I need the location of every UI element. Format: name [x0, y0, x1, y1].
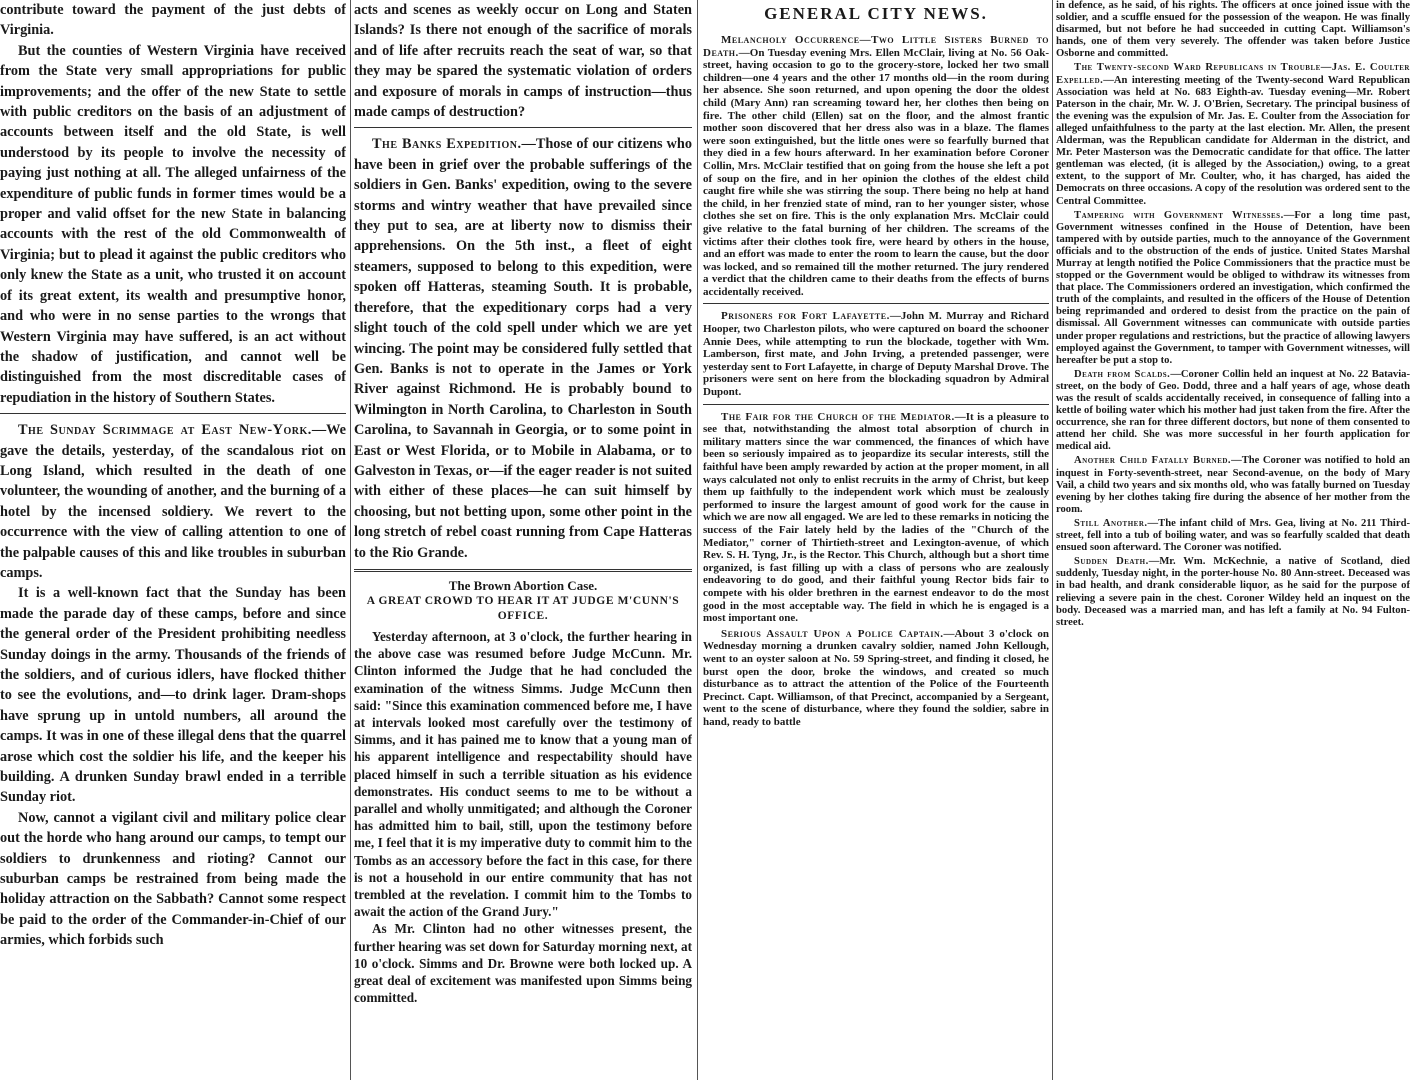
paragraph: Yesterday afternoon, at 3 o'clock, the further hearing in the above case was resumed before Judge McCunn. Mr. Clinton informed the Judge that he had concluded the examination of the witness Simms. Judge McCunn then said: "Since this examination commenced before me, I have at intervals looked most carefully over the testimony of Simms, and it has pained me to know that a young man of his apparent intelligence and respectability should have placed himself in such a terrible situation as his evidence demonstrates. His conduct seems to me to be without a parallel and wholly unmitigated; and although the Coroner has admitted him to bail, still, upon the testimony before me, I feel that it is my imperative duty to commit him to the Tombs as an accessory before the fact in this case, for there is not a household in our entire community that has not trembled at the revelation. I commit him to the Tombs to await the action of the Grand Jury."	[354, 628, 692, 920]
column-1	[0, 0, 346, 951]
article-virginia	[0, 0, 346, 408]
article-sunday-scrimmage	[0, 420, 346, 951]
section-divider	[354, 569, 692, 572]
article-government-witnesses	[1056, 210, 1410, 367]
paragraph: Now, cannot a vigilant civil and military police clear out the horde who hang around our camps, to tempt our soldiers to drunkenness and rioting? Cannot our suburban camps be restrained from being made the holiday attraction on the Sabbath? Cannot some respect be paid to the order of the Commander-in-Chief of our armies, which forbids such	[0, 809, 346, 949]
article-title: The Twenty-second Ward Republicans in Trouble—Jas. E. Coulter Expelled.	[1056, 62, 1410, 86]
article-church-fair	[703, 411, 1049, 625]
article-police-continued	[1056, 0, 1410, 60]
paragraph: in defence, as he said, of his rights. The officers at once joined issue with the soldier, and a scuffle ensued for the possession of the weapon. He was finally disarmed, but not before he had succeeded in cutting Capt. Williamson's hands, one of them very severely. The offender was taken before Justice Osborne and committed.	[1056, 0, 1410, 60]
column-4	[1056, 0, 1410, 629]
section-heading: GENERAL CITY NEWS.	[764, 4, 988, 23]
article-ward-republicans	[1056, 62, 1410, 207]
article-title: The Fair for the Church of the Mediator.	[721, 410, 955, 423]
article-title: Serious Assault Upon a Police Captain.	[721, 627, 944, 640]
article-subtitle: A GREAT CROWD TO HEAR IT AT JUDGE M'CUNN'S OFFICE.	[366, 594, 680, 622]
article-title: Melancholy Occurrence—Two Little Sisters Burned to Death.	[703, 34, 1049, 59]
article-title: The Brown Abortion Case.	[448, 577, 598, 593]
paragraph: —For a long time past, Government witnesses confined in the House of Detention, have been tampered with by outside parties, much to the annoyance of the Government officials and to the obstruction of the ends of justice. United States Marshal Murray at length notified the Police Commissioners that the practice must be stopped or the Government would be obliged to withdraw its witnesses from that place. The Commissioners ordered an investigation, which confirmed the truth of the complaints, and resulted in the officers of the House of Detention being reprimanded and ordered to desist from the practice on the pain of dismissal. All Government witnesses can communicate with outside parties under proper regulations and restrictions, but the practice of allowing lawyers employed against the Government, to tamper with Government witnesses, will hereafter be put a stop to.	[1056, 209, 1410, 366]
section-divider	[354, 127, 692, 128]
article-fort-lafayette	[703, 310, 1049, 398]
column-rule	[350, 0, 351, 1080]
column-rule	[1052, 0, 1053, 1080]
article-still-another	[1056, 518, 1410, 554]
article-banks-expedition	[354, 134, 692, 563]
article-title: Prisoners for Fort Lafayette.	[721, 310, 890, 323]
column-3	[703, 0, 1049, 728]
article-sudden-death	[1056, 556, 1410, 629]
paragraph: —We gave the details, yesterday, of the scandalous riot on Long Island, which resulted in the death of one volunteer, the wounding of another, and the burning of a hotel by the incensed soldiery. We revert to the occurrence with the view of calling attention to one of the palpable causes of this and like troubles in suburban camps.	[0, 422, 346, 581]
paragraph: —The infant child of Mrs. Gea, living at No. 211 Third-street, fell into a tub of boiling water, and was so fearfully scalded that death ensued soon afterward. The Coroner was notified.	[1056, 517, 1410, 554]
article-title: Sudden Death.	[1074, 556, 1149, 568]
article-title: Another Child Fatally Burned.	[1074, 455, 1232, 467]
paragraph: —Mr. Wm. McKechnie, a native of Scotland, died suddenly, Tuesday night, in the porter-house No. 80 Ann-street. Deceased was in bad health, and drank considerable liquor, as he said for the purpose of relieving a severe pain in the chest. Coroner Wildey held an inquest on the body. Deceased was a married man, and has left a family at No. 94 Fulton-street.	[1056, 556, 1410, 628]
paragraph: contribute toward the payment of the just debts of Virginia.	[0, 2, 346, 39]
paragraph: —It is a pleasure to see that, notwithstanding the almost total absorption of church in military matters since the war commenced, the finances of which have been so seriously impaired as to jeopardize its secular interests, still the faithful have been amply rewarded by action at the proper moment, in all ways calculated not only to enlist recruits in the army of Christ, but keep them up faithfully to the independent work which must be zealously performed to insure the largest amount of good work for the cause in which we are now all engaged. We are led to these remarks in noticing the success of the Fair lately held by the ladies of the "Church of the Mediator," corner of Thirtieth-street and Lexington-avenue, of which Rev. S. H. Tyng, Jr., is the Rector. This Church, although but a short time organized, is fast filling up with a class of persons who are zealously endeavoring to do good, and their faithful young Rector bids fair to compete with his older brethren in the earnest endeavor to do the most good in the most acceptable way. The field in which he is engaged is a most important one.	[703, 410, 1049, 625]
paragraph: —On Tuesday evening Mrs. Ellen McClair, living at No. 56 Oak-street, having occasion to go to the grocery-store, locked her two small children—one 4 years and the other 17 months old—in the room during her absence. She soon returned, and upon opening the door the oldest child (Mary Ann) ran screaming toward her, her clothes then being on fire. The other child (Ellen) sat on the floor, and the almost frantic mother soon discovered that her dress also was in a blaze. The flames were soon extinguished, but the little ones were so fearfully burned that they died in a few hours afterward. In her examination before Coroner Collin, Mrs. McClair testified that on going from the house she left a pot of soup on the fire, and in her opinion the clothes of the eldest child caught fire while she was stirring the soup. There being no help at hand the child, in her frenzied state of mind, ran to her younger sister, whose clothes she set on fire. This is the only explanation Mrs. McClair could give relative to the fatal burning of her children. The screams of the victims after their clothes took fire, were heard by others in the house, and an effort was made to enter the room to learn the cause, but the door was locked, and so remained till the mother returned. The jury rendered a verdict that the children came to their deaths from the effects of burns accidentally received.	[703, 46, 1049, 298]
paragraph: —Those of our citizens who have been in grief over the probable sufferings of the soldiers in Gen. Banks' expedition, owing to the severe storms and wintry weather that have prevailed since they put to sea, are at liberty now to dismiss their apprehensions. On the 5th inst., a fleet of eight steamers, supposed to belong to this expedition, were spoken off Hatteras, steaming South. It is probable, therefore, that the expeditionary corps had a very slight touch of the cold spell under which we are yet wincing. The point may be considered fully settled that Gen. Banks is not to operate in the James or York River against Richmond. He is probably bound to Wilmington in North Carolina, to Charleston in South Carolina, to Savannah in Georgia, or to some point in East or West Florida, or to Mobile in Alabama, or to Galveston in Texas, or—if the eager reader is not suited with either of these places—he can suit himself by choosing, but not betting upon, some other point in the long stretch of rebel coast running from Cape Hatteras to the Rio Grande.	[354, 136, 692, 561]
paragraph: —John M. Murray and Richard Hooper, two Charleston pilots, who were captured on board the schooner Annie Dees, while attempting to run the blockade, together with Wm. Lamberson, first mate, and John Irving, a pretended passenger, were yesterday sent to Fort Lafayette, in charge of Deputy Marshal Drove. The prisoners were sent on here from the blockading squadron by Admiral Dupont.	[703, 310, 1049, 399]
article-brown-abortion	[354, 578, 692, 1006]
column-rule	[697, 0, 698, 1080]
article-police-captain	[703, 628, 1049, 729]
paragraph: But the counties of Western Virginia have received from the State very small appropriations for public improvements; and the offer of the new State to settle with public creditors on the basis of an adjustment of accounts between itself and the old State, is well understood by its people to involve the necessity of paying just nothing at all. The alleged unfairness of the expenditure of public funds in former times would be a proper and valid offset for the new State in balancing accounts with the rest of the old Commonwealth of Virginia; but to plead it against the public creditors who only knew the State as a unit, who trusted it on account of its great extent, its wealth and presumptive honor, and who were in no sense parties to the wrongs that Western Virginia may have suffered, is an act without the shadow of justification, and cannot well be distinguished from the most discreditable cases of repudiation in the history of Southern States.	[0, 42, 346, 406]
article-child-burned	[1056, 455, 1410, 515]
paragraph: —Coroner Collin held an inquest at No. 22 Batavia-street, on the body of Geo. Dodd, three and a half years of age, whose death was the result of scalds accidentally received, in consequence of falling into a kettle of boiling water which his mother had just taken from the fire. After the occurrence, she ran for three different doctors, but none of them consented to attend her child. She was more successful in her fourth application for medical aid.	[1056, 368, 1410, 453]
paragraph: —About 3 o'clock on Wednesday morning a drunken cavalry soldier, named John Kellough, went to an oyster saloon at No. 59 Spring-street, and finding it closed, he burst open the door, broke the windows, and created so much disturbance as to attract the attention of the Police of the Fourteenth Precinct. Capt. Williamson, of that Precinct, accompanied by a Sergeant, went to the scene of disturbance, where they found the soldier, sabre in hand, ready to battle	[703, 627, 1049, 728]
article-title: The Banks Expedition.	[372, 136, 522, 153]
article-title: Tampering with Government Witnesses.	[1074, 209, 1284, 221]
paragraph: —An interesting meeting of the Twenty-second Ward Republican Association was held at No. 683 Eighth-av. Tuesday evening—Mr. Robert Paterson in the chair, Mr. W. J. O'Brien, Secretary. The principal business of the evening was the expulsion of Mr. Jas. E. Coulter from the Association for alleged unfaithfulness to the party at the last election. Mr. Allen, the present Alderman, was the Republican candidate for Alderman in the district, and Mr. Peter Masterson was the Democratic candidate for that office. The latter gentleman was elected, (it is alleged by the Association,) owing, to a great extent, to the support of Mr. Coulter, who, it has charged, has aided the Democrats on three occasions. A copy of the resolution was ordered sent to the Central Committee.	[1056, 74, 1410, 207]
article-camps-continued	[354, 0, 692, 122]
paragraph: It is a well-known fact that the Sunday has been made the parade day of these camps, before and since the general order of the President prohibiting needless Sunday doings in the army. Thousands of the friends of the soldiers, and of curious idlers, have flocked thither to see the evolutions, and—to drink lager. Dram-shops have sprung up in untold numbers, all around the camps. It was in one of these illegal dens that the quarrel arose which cost the soldier his life, and the keeper his building. A drunken Sunday brawl ended in a terrible Sunday riot.	[0, 585, 346, 806]
article-title: The Sunday Scrimmage at East New-York.	[18, 422, 312, 439]
column-2	[354, 0, 692, 1006]
paragraph: —The Coroner was notified to hold an inquest in Forty-seventh-street, near Second-avenue, on the body of Mary Vail, a child two years and six months old, who was fatally burned on Tuesday evening by her clothes taking fire during the absence of her mother from the room.	[1056, 455, 1410, 515]
paragraph: acts and scenes as weekly occur on Long and Staten Islands? Is there not enough of the sacrifice of morals and of life after recruits reach the seat of war, so that they may be spared the systematic violation of orders and exposure of morals in camps of instruction—thus made camps of destruction?	[354, 2, 692, 121]
article-title: Death from Scalds.	[1074, 368, 1171, 380]
section-divider	[703, 303, 1049, 304]
article-two-sisters	[703, 34, 1049, 298]
section-divider	[0, 413, 346, 414]
article-death-scalds	[1056, 369, 1410, 454]
paragraph: As Mr. Clinton had no other witnesses present, the further hearing was set down for Saturday morning next, at 10 o'clock. Simms and Dr. Browne were both locked up. A great deal of excitement was manifested upon Simms being committed.	[354, 921, 692, 1006]
section-divider	[703, 404, 1049, 405]
article-title: Still Another.	[1074, 517, 1148, 529]
